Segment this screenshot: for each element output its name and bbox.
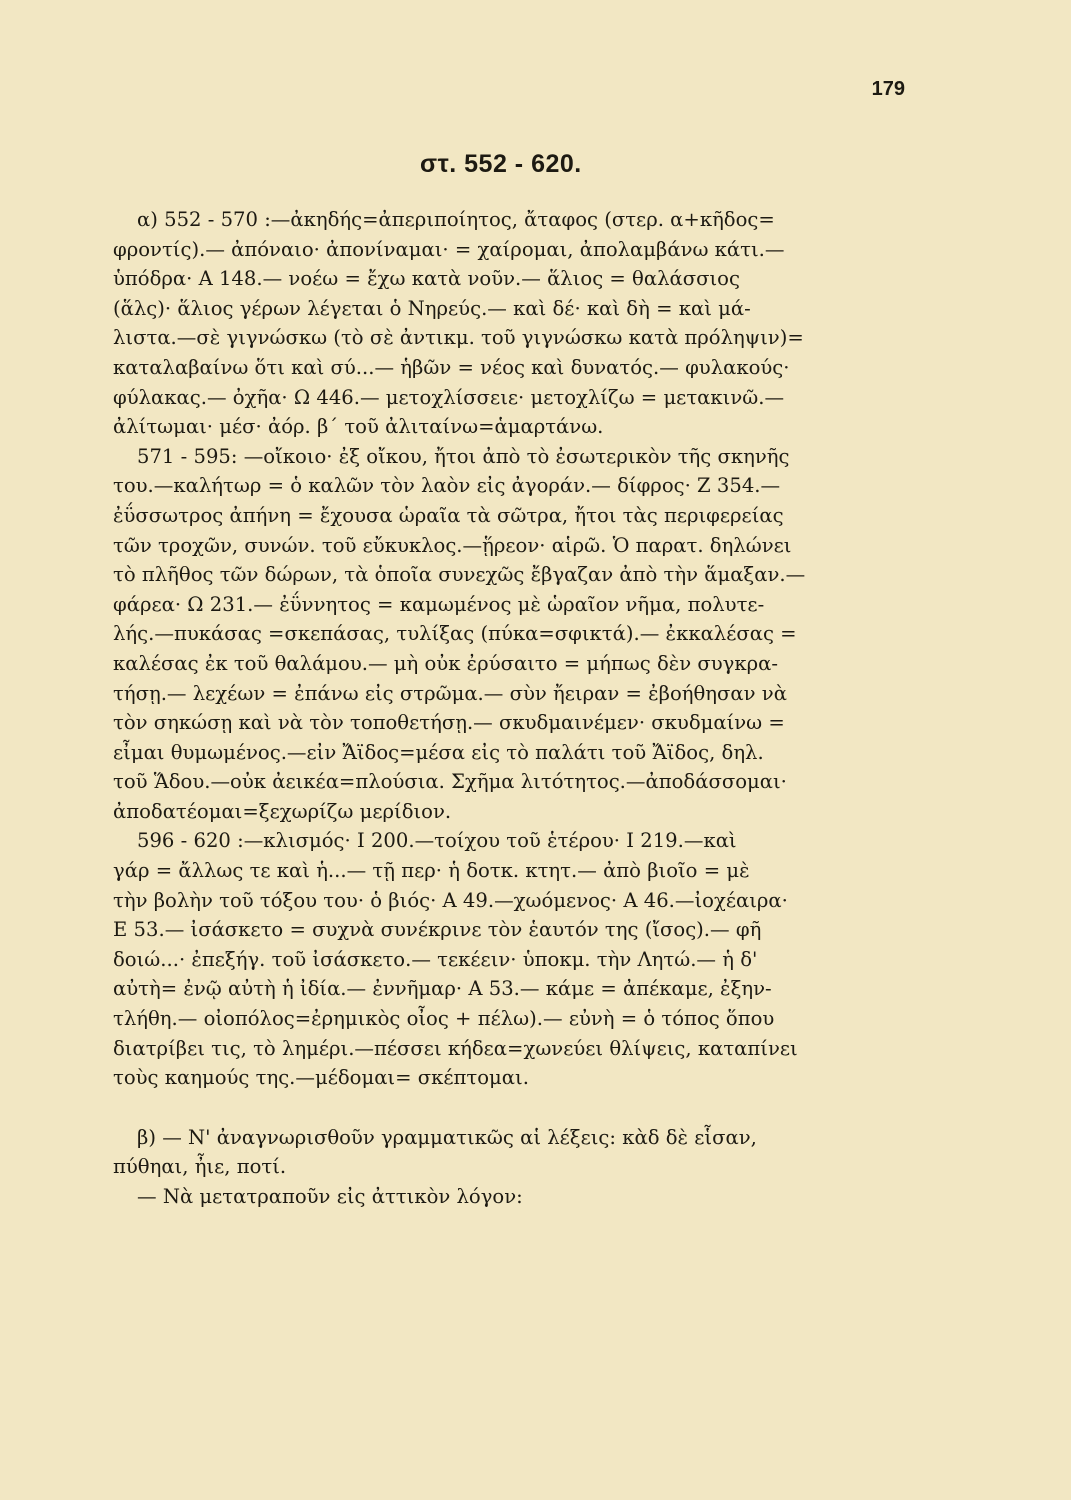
text-line: φάρεα· Ω 231.— ἐΰννητος = καμωμένος μὲ ὡραῖον νῆμα, πολυτε-: [113, 592, 765, 616]
exercise-line: πύθηαι, ἦιε, ποτί.: [113, 1155, 287, 1179]
text-line: του.—καλήτωρ = ὁ καλῶν τὸν λαὸν εἰς ἀγοράν.— δίφρος· Ζ 354.—: [113, 474, 781, 498]
text-line: ὑπόδρα· Α 148.— νοέω = ἔχω κατὰ νοῦν.— ἅλιος = θαλάσσιος: [113, 267, 740, 291]
text-line: τὸ πλῆθος τῶν δώρων, τὰ ὁποῖα συνεχῶς ἔβγαζαν ἀπὸ τὴν ἅμαξαν.—: [113, 563, 806, 587]
text-line: καλέσας ἐκ τοῦ θαλάμου.— μὴ οὐκ ἐρύσαιτο = μήπως δὲν συγκρα-: [113, 651, 779, 675]
text-line: λής.—πυκάσας =σκεπάσας, τυλίξας (πύκα=σφικτά).— ἐκκαλέσας =: [113, 622, 797, 646]
text-line: φροντίς).— ἀπόναιο· ἀπονίναμαι· = χαίρομαι, ἀπολαμβάνω κάτι.—: [113, 237, 785, 261]
text-line: ἀποδατέομαι=ξεχωρίζω μερίδιον.: [113, 799, 452, 823]
text-line: διατρίβει τις, τὸ λημέρι.—πέσσει κήδεα=χωνεύει θλίψεις, καταπίνει: [113, 1036, 798, 1060]
section-gap: [113, 1093, 905, 1123]
text-line: αὐτὴ= ἐνῷ αὐτὴ ἡ ἰδία.— ἐννῆμαρ· Α 53.— κάμε = ἀπέκαμε, ἐξην-: [113, 977, 772, 1001]
text-line: ἐΰσσωτρος ἀπήνη = ἔχουσα ὡραῖα τὰ σῶτρα, ἤτοι τὰς περιφερείας: [113, 503, 784, 527]
text-line: α) 552 - 570 :—ἀκηδής=ἀπεριποίητος, ἄταφος (στερ. α+κῆδος=: [137, 208, 775, 231]
exercise-line: — Νὰ μετατραποῦν εἰς ἀττικὸν λόγον:: [137, 1185, 523, 1208]
text-line: (ἅλς)· ἅλιος γέρων λέγεται ὁ Νηρεύς.— καὶ δέ· καὶ δὴ = καὶ μά-: [113, 296, 751, 320]
text-line: Ε 53.— ἰσάσκετο = συχνὰ συνέκρινε τὸν ἑαυτόν της (ἴσος).— φῆ: [113, 918, 762, 942]
text-line: τοὺς καημούς της.—μέδομαι= σκέπτομαι.: [113, 1066, 529, 1090]
text-line: τλήθη.— οἰοπόλος=ἐρημικὸς οἶος + πέλω).— εὐνὴ = ὁ τόπος ὅπου: [113, 1007, 775, 1031]
text-line: τῶν τροχῶν, συνών. τοῦ εὔκυκλος.—ᾕρεον· αἱρῶ. Ὁ παρατ. δηλώνει: [113, 533, 792, 557]
text-line: ἀλίτωμαι· μέσ· ἀόρ. β´ τοῦ ἀλιταίνω=ἁμαρτάνω.: [113, 415, 604, 439]
exercise-line: β) — Ν' ἀναγνωρισθοῦν γραμματικῶς αἱ λέξεις: κὰδ δὲ εἷσαν,: [137, 1125, 757, 1149]
text-line: τὸν σηκώσῃ καὶ νὰ τὸν τοποθετήσῃ.— σκυδμαινέμεν· σκυδμαίνω =: [113, 711, 785, 735]
section-title: στ. 552 - 620.: [420, 150, 582, 178]
text-line: τὴν βολὴν τοῦ τόξου του· ὁ βιός· Α 49.—χωόμενος· Α 46.—ἰοχέαιρα·: [113, 888, 788, 912]
commentary-text: [113, 205, 905, 1212]
text-line: φύλακας.— ὀχῆα· Ω 446.— μετοχλίσσειε· μετοχλίζω = μετακινῶ.—: [113, 385, 785, 409]
text-line: γάρ = ἄλλως τε καὶ ἡ...— τῇ περ· ἡ δοτκ. κτητ.— ἀπὸ βιοῖο = μὲ: [113, 859, 750, 883]
text-line: λιστα.—σὲ γιγνώσκω (τὸ σὲ ἀντικμ. τοῦ γιγνώσκω κατὰ πρόληψιν)=: [113, 326, 804, 350]
text-line: τήσῃ.— λεχέων = ἐπάνω εἰς στρῶμα.— σὺν ἤειραν = ἐβοήθησαν νὰ: [113, 681, 787, 705]
text-line: 571 - 595: —οἴκοιο· ἐξ οἴκου, ἤτοι ἀπὸ τὸ ἐσωτερικὸν τῆς σκηνῆς: [137, 444, 790, 468]
text-line: τοῦ Ἅδου.—οὐκ ἀεικέα=πλούσια. Σχῆμα λιτότητος.—ἀποδάσσομαι·: [113, 770, 787, 794]
text-line: 596 - 620 :—κλισμός· Ι 200.—τοίχου τοῦ ἑτέρου· Ι 219.—καὶ: [137, 829, 737, 853]
text-line: καταλαβαίνω ὅτι καὶ σύ...— ἡβῶν = νέος καὶ δυνατός.— φυλακούς·: [113, 355, 790, 379]
text-line: εἶμαι θυμωμένος.—εἰν Ἄϊδος=μέσα εἰς τὸ παλάτι τοῦ Ἄϊδος, δηλ.: [113, 740, 764, 764]
text-line: δοιώ...· ἐπεξήγ. τοῦ ἰσάσκετο.— τεκέειν· ὑποκμ. τὴν Λητώ.— ἡ δ': [113, 947, 758, 971]
page-number: 179: [871, 78, 905, 100]
